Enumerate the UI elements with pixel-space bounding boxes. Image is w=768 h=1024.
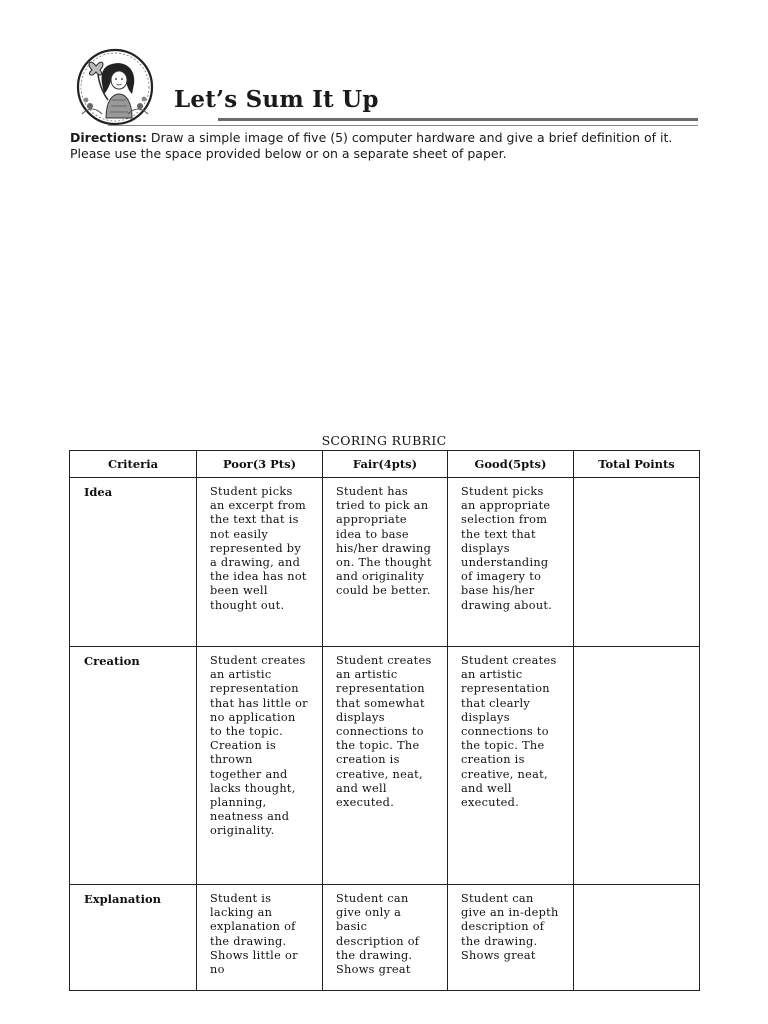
page-header: [68, 40, 698, 130]
criterion-cell: Explanation: [70, 885, 197, 991]
total-points-cell[interactable]: [574, 478, 700, 647]
table-row: [70, 478, 700, 647]
table-row: [70, 885, 700, 991]
table-row: [70, 647, 700, 885]
total-points-cell[interactable]: [574, 647, 700, 885]
table-header-row: [70, 451, 700, 478]
directions-text: Draw a simple image of five (5) computer hardware and give a brief definition of it. Please use the space provided below or on a separate sheet of paper.: [70, 130, 673, 161]
directions-label: Directions:: [70, 130, 147, 145]
good-cell: [448, 478, 574, 647]
poor-cell: [197, 478, 323, 647]
header-fair: Fair(4pts): [323, 451, 448, 478]
header-rule-thick: [218, 118, 698, 121]
good-description: Student picks an appropriate selection from the text that displays understanding of imagery to base his/her drawing about.: [461, 485, 553, 612]
header-criteria: Criteria: [70, 451, 197, 478]
good-description: Student can give an in-depth description of the drawing. Shows great: [461, 892, 559, 962]
poor-cell: [197, 647, 323, 885]
fair-description: Student can give only a basic description of the drawing. Shows great: [336, 892, 420, 977]
poor-description: Student creates an artistic representation that has little or no application to the topic. Creation is thrown together and lacks thought, planning, neatness and originality.: [210, 654, 308, 838]
fair-description: Student has tried to pick an appropriate idea to base his/her drawing on. The thought and originality could be better.: [336, 485, 432, 598]
header-rule-thin: [108, 125, 698, 126]
poor-description: Student picks an excerpt from the text that is not easily represented by a drawing, and the idea has not been well thought out.: [210, 485, 307, 612]
fair-cell: [323, 478, 448, 647]
criterion-cell: Creation: [70, 647, 197, 885]
total-points-cell[interactable]: [574, 885, 700, 991]
criterion-cell: Idea: [70, 478, 197, 647]
fair-cell: [323, 647, 448, 885]
header-poor: Poor(3 Pts): [197, 451, 323, 478]
header-total-points: Total Points: [574, 451, 700, 478]
header-good: Good(5pts): [448, 451, 574, 478]
scoring-rubric-table: [69, 450, 700, 991]
directions-paragraph: [70, 130, 700, 162]
section-title: Let’s Sum It Up: [174, 86, 379, 113]
fair-description: Student creates an artistic representation that somewhat displays connections to the topic. The creation is creative, neat, and well executed.: [336, 654, 432, 810]
fair-cell: [323, 885, 448, 991]
good-cell: [448, 885, 574, 991]
good-description: Student creates an artistic representation that clearly displays connections to the topic. The creation is creative, neat, and well executed.: [461, 654, 557, 810]
good-cell: [448, 647, 574, 885]
poor-cell: [197, 885, 323, 991]
rubric-title: SCORING RUBRIC: [321, 433, 447, 448]
girl-with-butterfly-logo-icon: [68, 44, 162, 126]
poor-description: Student is lacking an explanation of the drawing. Shows little or no: [210, 892, 298, 977]
